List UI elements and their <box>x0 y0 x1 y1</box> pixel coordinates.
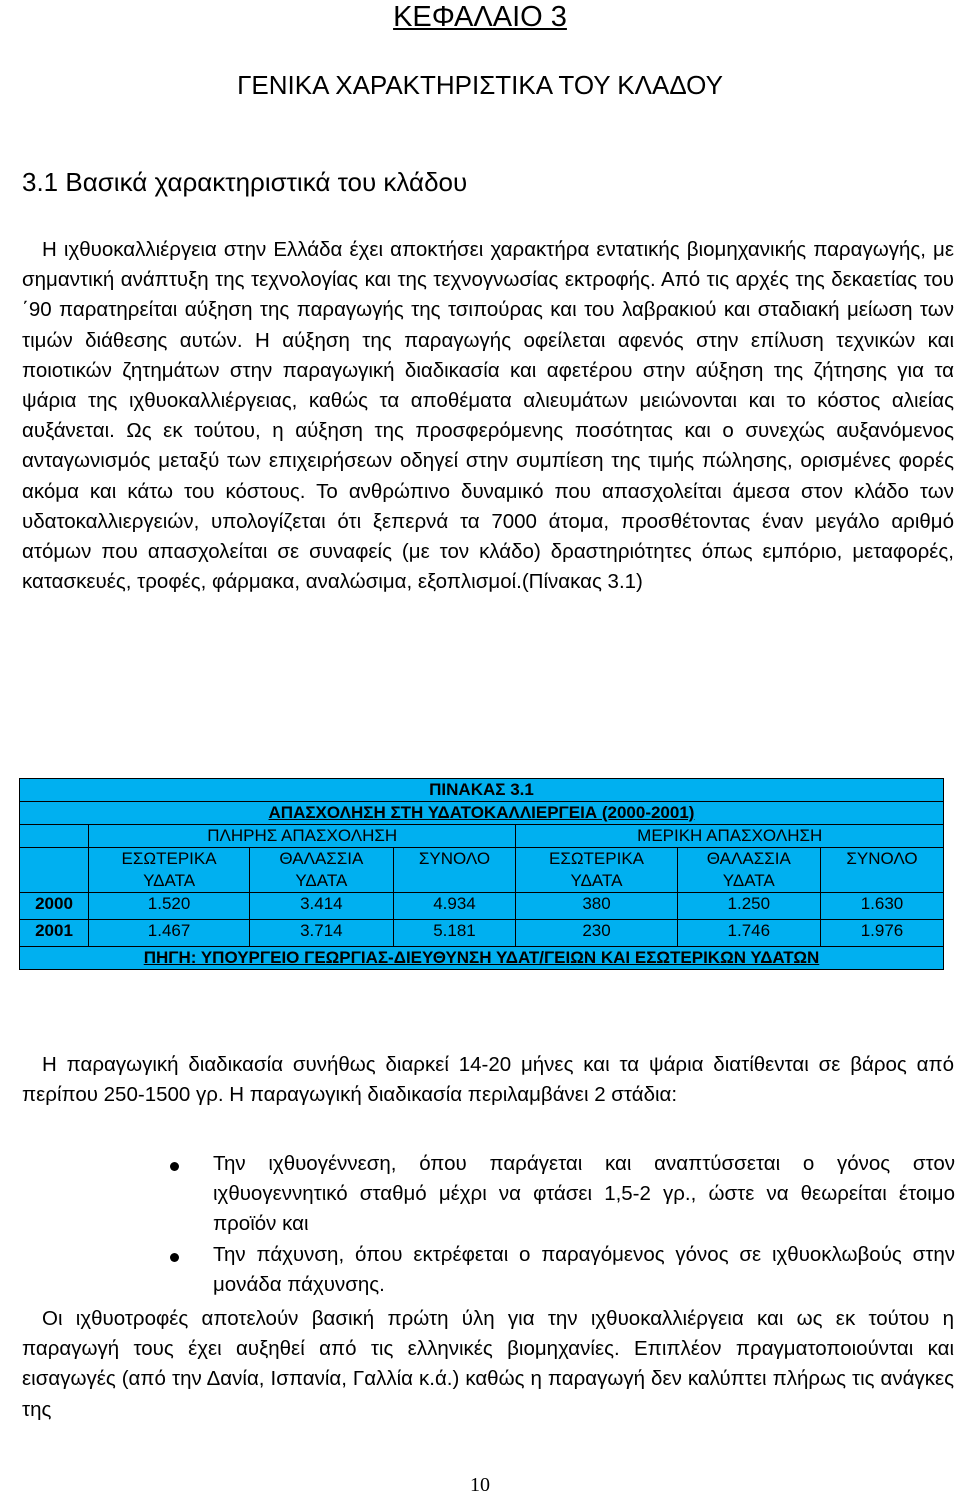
list-item: Την πάχυνση, όπου εκτρέφεται ο παραγόμενος γόνος σε ιχθυοκλωβούς στην μονάδα πάχυνσης. <box>0 1240 955 1300</box>
body-paragraph-process: Η παραγωγική διαδικασία συνήθως διαρκεί 14-20 μήνες και τα ψάρια διατίθενται σε βάρος από περίπου 250-1500 γρ. Η παραγωγική διαδικασία περιλαμβάνει 2 στάδια: <box>22 1053 954 1107</box>
header-full-total: ΣΥΝΟΛΟ <box>393 848 516 893</box>
table-title: ΠΙΝΑΚΑΣ 3.1 <box>20 779 944 802</box>
body-paragraph-intro: Η ιχθυοκαλλιέργεια στην Ελλάδα έχει αποκτήσει χαρακτήρα εντατικής βιομηχανικής παραγωγής, με σημαντική ανάπτυξη της τεχνολογίας και της τεχνογνωσίας εκτροφής. Από τις αρχές της δεκαετίας του ΄90 παρατηρείται αύξηση της παραγωγής της τσιπούρας και του λαβρακιού και σταδιακή μείωση των τιμών διάθεσης αυτών. Η αύξηση της παραγωγής οφείλεται αφενός στην επίλυση τεχνικών και ποιοτικών ζητημάτων στην παραγωγική διαδικασία και αφετέρου στην αύξηση της ζήτησης για τα ψάρια της ιχθυοκαλλιέργειας, καθώς τα αποθέματα αλιευμάτων μειώνονται και το κόστος αλιείας αυξάνεται. Ως εκ τούτου, η αύξηση της προσφερόμενης ποσότητας και ο συνεχώς αυξανόμενος ανταγωνισμός μεταξύ των επιχειρήσεων οδηγεί στην συμπίεση της τιμής πώλησης, ορισμένες φορές ακόμα και κάτω του κόστους. Το ανθρώπινο δυναμικό που απασχολείται άμεσα στον κλάδο των υδατοκαλλιεργειών, υπολογίζεται ότι ξεπερνά τα 7000 άτομα, προσθέτοντας έναν μεγάλο αριθμό ατόμων που απασχολείται σε συναφείς (με τον κλάδο) δραστηριότητες όπως εμπόριο, μεταφορές, κατασκευές, τροφές, φάρμακα, αναλώσιμα, εξοπλισμοί.(Πίνακας 3.1) <box>22 238 954 594</box>
bullet-icon <box>170 1162 179 1171</box>
table-corner-cell <box>20 825 89 848</box>
bullet-icon <box>170 1253 179 1262</box>
table-cell: 1.976 <box>821 920 944 947</box>
employment-table <box>19 778 944 970</box>
table-cell: 1.467 <box>88 920 249 947</box>
header-full-employment: ΠΛΗΡΗΣ ΑΠΑΣΧΟΛΗΣΗ <box>88 825 515 848</box>
table-cell: 1.520 <box>88 893 249 920</box>
subsection-title: 3.1 Βασικά χαρακτηριστικά του κλάδου <box>22 167 468 197</box>
table-row <box>20 920 944 947</box>
table-cell: 1.250 <box>677 893 820 920</box>
header-partial-total: ΣΥΝΟΛΟ <box>821 848 944 893</box>
table-cell: 3.714 <box>250 920 393 947</box>
table-cell: 1.746 <box>677 920 820 947</box>
header-full-sea-waters: ΘΑΛΑΣΣΙΑ ΥΔΑΤΑ <box>250 848 393 893</box>
table-row <box>20 893 944 920</box>
table-cell: 3.414 <box>250 893 393 920</box>
table-cell: 4.934 <box>393 893 516 920</box>
header-partial-sea-waters: ΘΑΛΑΣΣΙΑ ΥΔΑΤΑ <box>677 848 820 893</box>
table-cell: 230 <box>516 920 677 947</box>
row-year-label: 2000 <box>20 893 89 920</box>
table-cell: 380 <box>516 893 677 920</box>
header-partial-inland-waters: ΕΣΩΤΕΡΙΚΑ ΥΔΑΤΑ <box>516 848 677 893</box>
page-number: 10 <box>470 1474 490 1496</box>
row-year-label: 2001 <box>20 920 89 947</box>
body-paragraph-feed: Οι ιχθυοτροφές αποτελούν βασική πρώτη ύλη για την ιχθυοκαλλιέργεια και ως εκ τούτου η παραγωγή τους έχει αυξηθεί από τις ελληνικές βιομηχανίες. Επιπλέον πραγματοποιούνται και εισαγωγές (από την Δανία, Ισπανία, Γαλλία κ.ά.) καθώς η παραγωγή δεν καλύπτει πλήρως τις ανάγκες της <box>22 1307 954 1421</box>
stages-list <box>0 1149 960 1300</box>
chapter-title: ΚΕΦΑΛΑΙΟ 3 <box>393 1 567 33</box>
list-item: Την ιχθυογέννεση, όπου παράγεται και αναπτύσσεται ο γόνος στον ιχθυογεννητικό σταθμό μέχρι να φτάσει 1,5-2 γρ., ώστε να θεωρείται έτοιμο προϊόν και <box>0 1149 955 1240</box>
table-corner-cell <box>20 848 89 893</box>
section-title: ΓΕΝΙΚΑ ΧΑΡΑΚΤΗΡΙΣΤΙΚΑ ΤΟΥ ΚΛΑΔΟΥ <box>237 70 723 100</box>
table-source: ΠΗΓΗ: ΥΠΟΥΡΓΕΙΟ ΓΕΩΡΓΙΑΣ-ΔΙΕΥΘΥΝΣΗ ΥΔΑΤ/ΓΕΙΩΝ ΚΑΙ ΕΣΩΤΕΡΙΚΩΝ ΥΔΑΤΩΝ <box>20 947 944 970</box>
table-cell: 5.181 <box>393 920 516 947</box>
header-partial-employment: ΜΕΡΙΚΗ ΑΠΑΣΧΟΛΗΣΗ <box>516 825 944 848</box>
table-subtitle: ΑΠΑΣΧΟΛΗΣΗ ΣΤΗ ΥΔΑΤΟΚΑΛΛΙΕΡΓΕΙΑ (2000-2001) <box>20 802 944 825</box>
header-full-inland-waters: ΕΣΩΤΕΡΙΚΑ ΥΔΑΤΑ <box>88 848 249 893</box>
table-cell: 1.630 <box>821 893 944 920</box>
